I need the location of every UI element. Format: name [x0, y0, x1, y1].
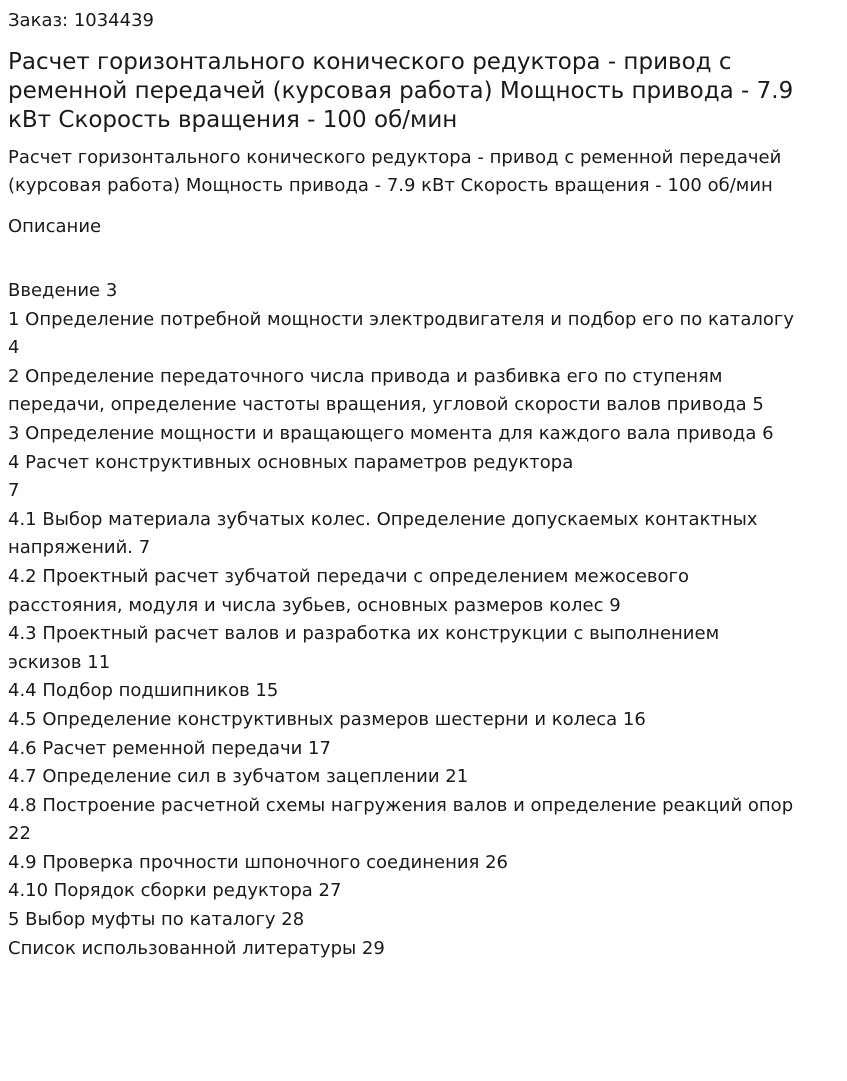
toc-item: 4.6 Расчет ременной передачи 17 [8, 737, 331, 759]
toc-item: 4.2 Проектный расчет зубчатой передачи с определением межосевого расстояния, модуля и числа зубьев, основных размеров колес 9 [8, 565, 689, 616]
toc-item: 1 Определение потребной мощности электродвигателя и подбор его по каталогу 4 [8, 308, 794, 359]
toc-item: 4.4 Подбор подшипников 15 [8, 680, 279, 702]
toc-item: Введение 3 [8, 280, 118, 301]
toc-item: 5 Выбор муфты по каталогу 28 [8, 909, 305, 931]
toc-item: 4.8 Построение расчетной схемы нагружения валов и определение реакций опор 22 [8, 794, 794, 845]
order-number: Заказ: 1034439 [8, 10, 154, 31]
page-subtitle: Расчет горизонтального конического редуктора - привод с ременной передачей (курсовая работа) Мощность привода - 7.9 кВт Скорость вращения - 100 об/мин [8, 147, 782, 196]
toc-item: 4.10 Порядок сборки редуктора 27 [8, 880, 342, 902]
page-title: Расчет горизонтального конического редуктора - привод с ременной передачей (курсовая работа) Мощность привода - 7.9 кВт Скорость вращения - 100 об/мин [8, 49, 794, 133]
table-of-contents [8, 277, 798, 963]
toc-item: Список использованной литературы 29 [8, 937, 385, 959]
toc-item: 4.5 Определение конструктивных размеров шестерни и колеса 16 [8, 708, 646, 730]
toc-item: 4.9 Проверка прочности шпоночного соединения 26 [8, 851, 509, 873]
description-heading: Описание [8, 216, 102, 237]
toc-item: 4 Расчет конструктивных основных параметров редуктора 7 [8, 451, 574, 502]
toc-item: 3 Определение мощности и вращающего момента для каждого вала привода 6 [8, 422, 774, 444]
toc-item: 4.3 Проектный расчет валов и разработка их конструкции с выполнением эскизов 11 [8, 623, 720, 673]
toc-item: 4.1 Выбор материала зубчатых колес. Определение допускаемых контактных напряжений. 7 [8, 508, 758, 559]
toc-item: 2 Определение передаточного числа привода и разбивка его по ступеням передачи, определение частоты вращения, угловой скорости валов привода 5 [8, 365, 764, 416]
toc-item: 4.7 Определение сил в зубчатом зацеплении 21 [8, 766, 469, 788]
